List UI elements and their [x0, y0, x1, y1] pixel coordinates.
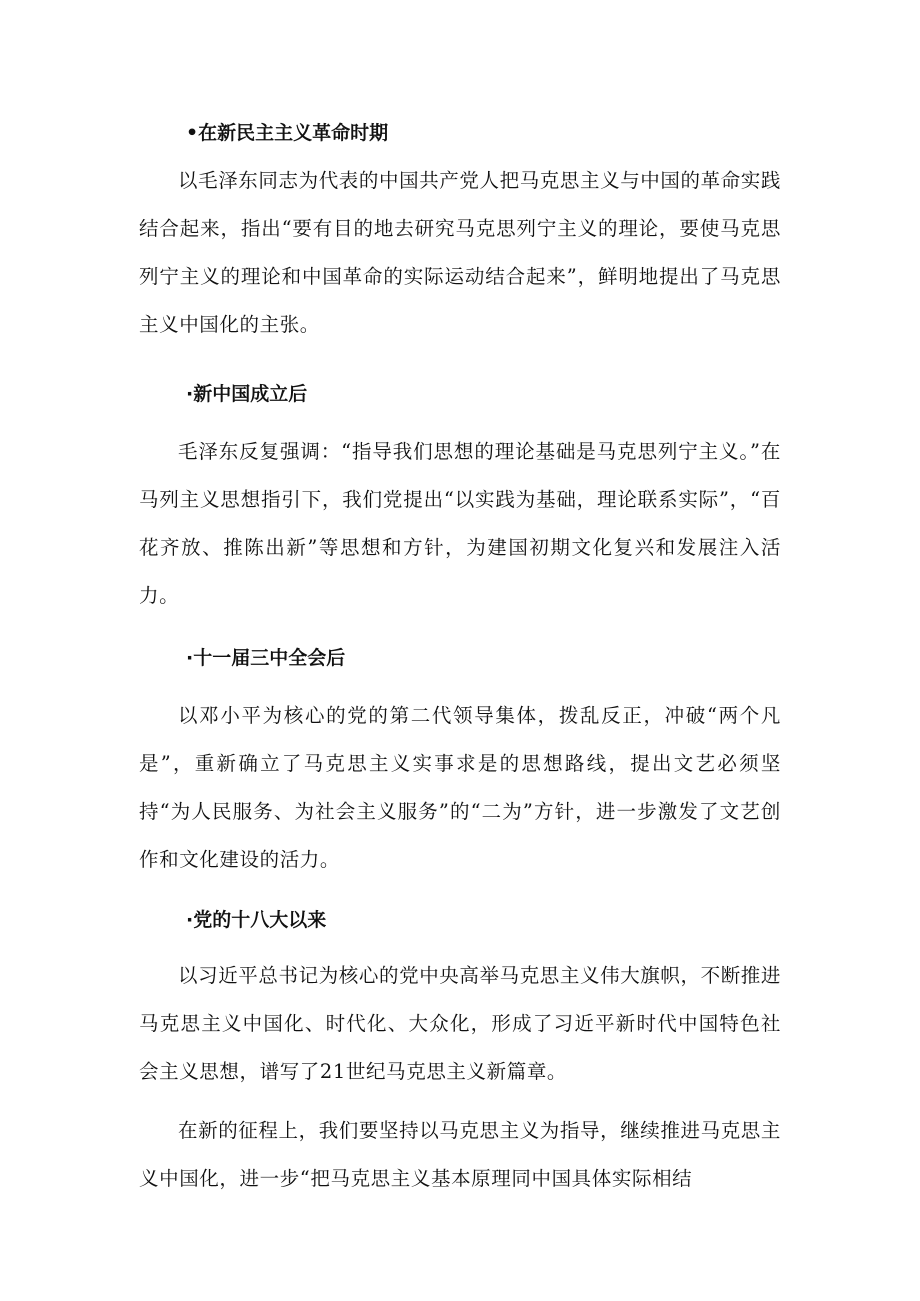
section-heading-after-founding: ·新中国成立后 [186, 383, 308, 405]
paragraph-since-18th-congress: 以习近平总书记为核心的党中央高举马克思主义伟大旗帜，不断推进马克思主义中国化、时代化、大众化，形成了习近平新时代中国特色社会主义思想，谱写了21世纪马克思主义新篇章。 [139, 964, 782, 1083]
section-heading-since-18th-congress: ·党的十八大以来 [186, 909, 327, 931]
paragraph-new-journey: 在新的征程上，我们要坚持以马克思主义为指导，继续推进马克思主义中国化，进一步“把马克思主义基本原理同中国具体实际相结 [139, 1119, 782, 1190]
section-heading-new-democratic-revolution: •在新民主主义革命时期 [186, 122, 389, 144]
paragraph-new-democratic-revolution: 以毛泽东同志为代表的中国共产党人把马克思主义与中国的革命实践结合起来，指出“要有目的地去研究马克思列宁主义的理论，要使马克思列宁主义的理论和中国革命的实际运动结合起来”，鲜明地提出了马克思主义中国化的主张。 [139, 169, 782, 336]
section-heading-third-plenum: ·十一届三中全会后 [186, 647, 346, 669]
paragraph-third-plenum: 以邓小平为核心的党的第二代领导集体，拨乱反正，冲破“两个凡是”，重新确立了马克思主义实事求是的思想路线，提出文艺必须坚持“为人民服务、为社会主义服务”的“二为”方针，进一步激发了文艺创作和文化建设的活力。 [139, 704, 781, 871]
paragraph-after-founding: 毛泽东反复强调：“指导我们思想的理论基础是马克思列宁主义。”在马列主义思想指引下，我们党提出“以实践为基础，理论联系实际”，“百花齐放、推陈出新”等思想和方针，为建国初期文化复兴和发展注入活力。 [139, 440, 781, 607]
